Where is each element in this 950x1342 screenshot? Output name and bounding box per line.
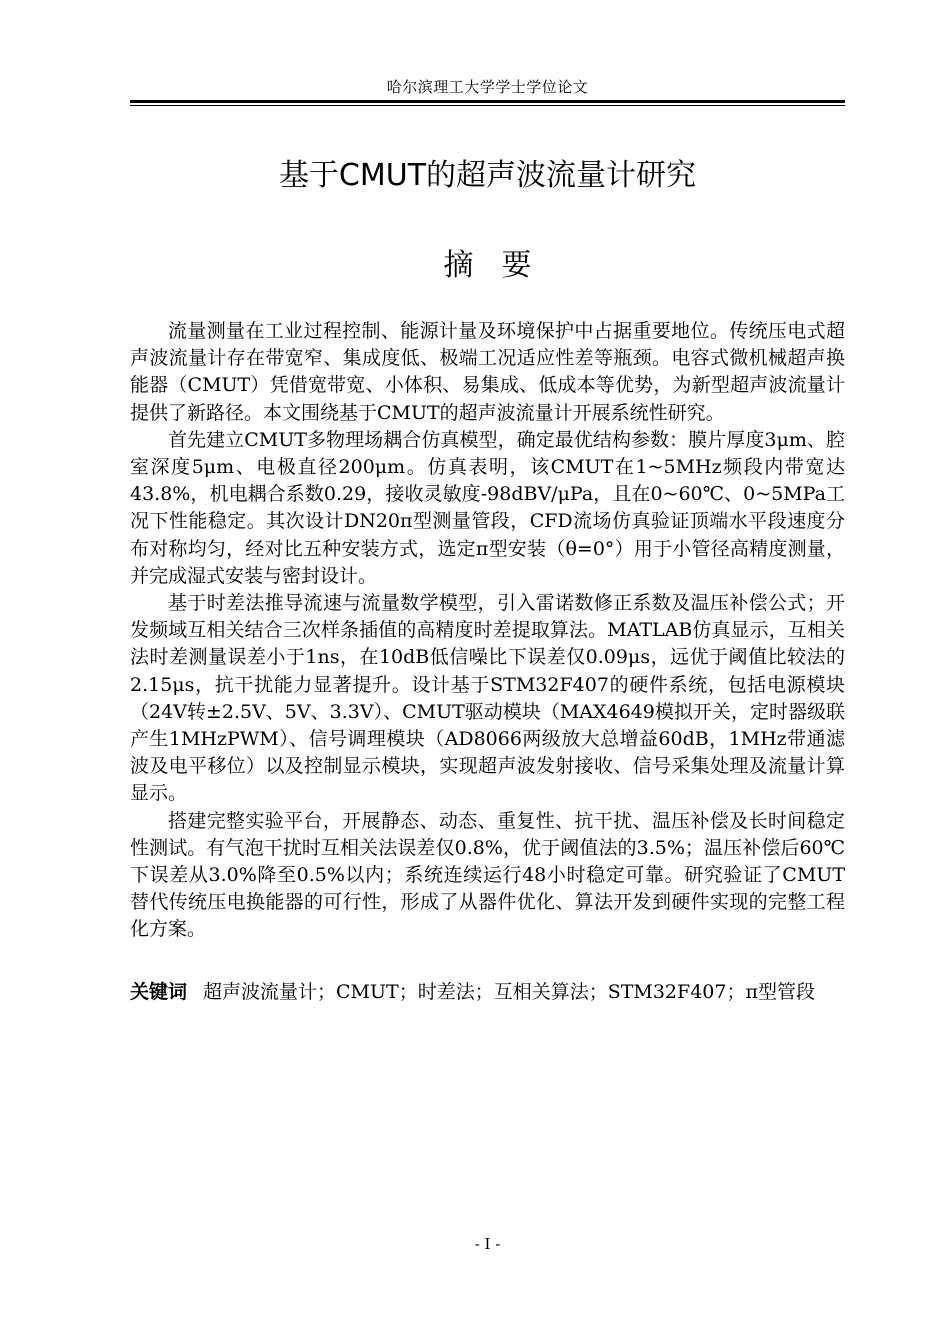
paper-title: 基于CMUT的超声波流量计研究 — [278, 158, 697, 193]
header-rule-thick — [130, 100, 845, 103]
page-number: - I - — [474, 1235, 501, 1253]
abstract-heading: 摘要 — [443, 248, 560, 283]
abstract-paragraph-3: 基于时差法推导流速与流量数学模型，引入雷诺数修正系数及温压补偿公式；开发频域互相关结合三次样条插值的高精度时差提取算法。MATLAB仿真显示，互相关法时差测量误差小于1ns，在10dB低信噪比下误差仅0.09μs，远优于阈值比较法的2.15μs，抗干扰能力显著提升。设计基于STM32F407的硬件系统，包括电源模块（24V转±2.5V、5V、3.3V）、CMUT驱动模块（MAX4649模拟开关，定时器级联产生1MHzPWM）、信号调理模块（AD8066两级放大总增益60dB，1MHz带通滤波及电平移位）以及控制显示模块，实现超声波发射接收、信号采集处理及流量计算显示。 — [130, 592, 845, 805]
abstract-paragraph-2: 首先建立CMUT多物理场耦合仿真模型，确定最优结构参数：膜片厚度3μm、腔室深度5μm、电极直径200μm。仿真表明，该CMUT在1~5MHz频段内带宽达43.8%，机电耦合系数0.29，接收灵敏度-98dBV/μPa，且在0~60℃、0~5MPa工况下性能稳定。其次设计DN20π型测量管段，CFD流场仿真验证顶端水平段速度分布对称均匀，经对比五种安装方式，选定π型安装（θ=0°）用于小管径高精度测量，并完成湿式安装与密封设计。 — [130, 428, 845, 587]
header-rule-thin — [130, 105, 845, 106]
abstract-paragraph-4: 搭建完整实验平台，开展静态、动态、重复性、抗干扰、温压补偿及长时间稳定性测试。有气泡干扰时互相关法误差仅0.8%，优于阈值法的3.5%；温压补偿后60℃下误差从3.0%降至0.5%以内；系统连续运行48小时稳定可靠。研究验证了CMUT替代传统压电换能器的可行性，形成了从器件优化、算法开发到硬件实现的完整工程化方案。 — [130, 809, 845, 941]
abstract-paragraph-1: 流量测量在工业过程控制、能源计量及环境保护中占据重要地位。传统压电式超声波流量计存在带宽窄、集成度低、极端工况适应性差等瓶颈。电容式微机械超声换能器（CMUT）凭借宽带宽、小体积、易集成、低成本等优势，为新型超声波流量计提供了新路径。本文围绕基于CMUT的超声波流量计开展系统性研究。 — [130, 320, 845, 424]
abstract-body — [130, 318, 845, 944]
keywords-text: 超声波流量计；CMUT；时差法；互相关算法；STM32F407；π型管段 — [203, 981, 815, 1003]
keywords-label: 关键词 — [130, 981, 188, 1003]
keywords-section — [130, 979, 845, 1006]
running-header: 哈尔滨理工大学学士学位论文 — [386, 78, 589, 96]
